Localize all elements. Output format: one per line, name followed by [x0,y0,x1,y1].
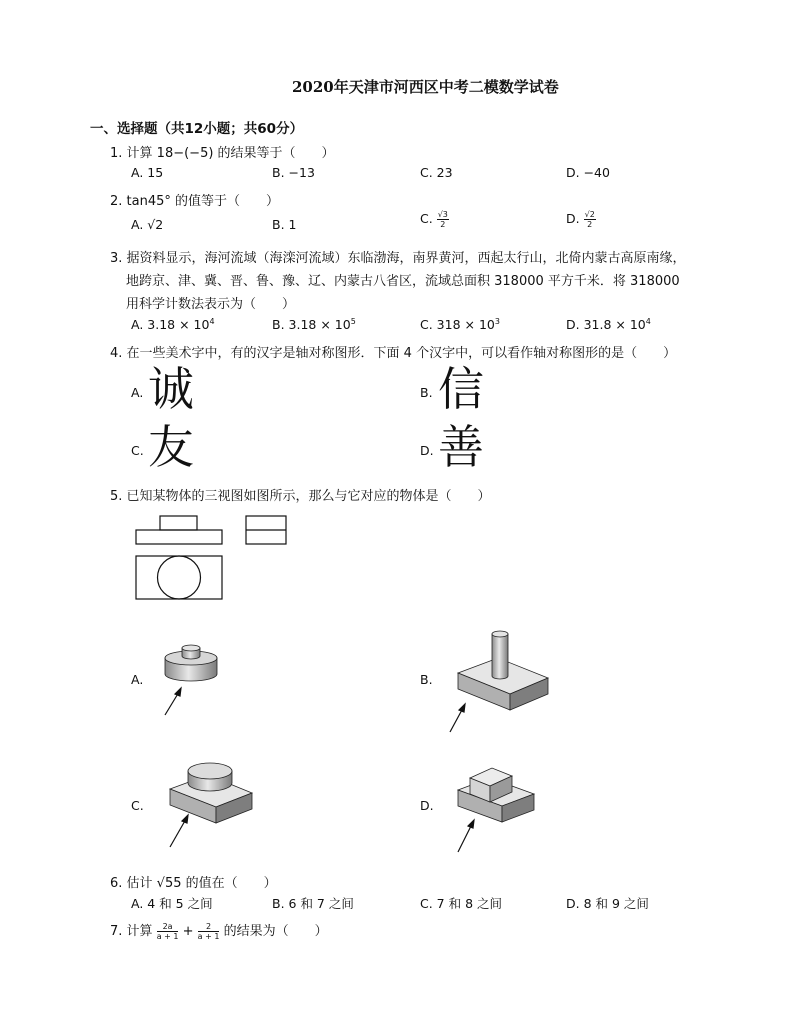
q2-option-d[interactable] [566,210,596,229]
q5-option-b-letter[interactable]: B. [420,672,433,687]
q4-option-b-letter[interactable]: B. [420,385,433,400]
d-arrow [458,820,474,852]
q5-option-a-figure [155,640,225,720]
question-3-stem-line-1: 3. 据资料显示，海河流域（海滦河流域）东临渤海，南界黄河，西起太行山，北倚内蒙古高原南缘， [110,251,686,266]
question-1-stem: 1. 计算 18−(−5) 的结果等于（ ） [110,146,335,161]
q2-option-d-fraction [584,210,596,229]
q7-stem-post: 的结果为（ ） [223,924,328,939]
q3-a-exp: 4 [209,317,215,326]
question-7-stem [110,920,328,941]
q2-option-c-fraction [437,210,449,229]
q2-c-numerator: √3 [437,210,448,219]
q5-option-c-figure [160,755,260,855]
q1-option-d[interactable]: D. −40 [566,165,610,180]
q5-option-d-letter[interactable]: D. [420,798,434,813]
q4-option-d-letter[interactable]: D. [420,443,434,458]
front-view-base [136,530,222,544]
q2-option-c-letter: C. [420,211,433,226]
q6-option-d[interactable]: D. 8 和 9 之间 [566,896,649,911]
b-arrow [450,704,465,732]
q4-option-c-letter[interactable]: C. [131,443,144,458]
q4-char-a: 诚 [148,362,194,416]
q4-option-a-letter[interactable]: A. [131,385,144,400]
q6-option-b[interactable]: B. 6 和 7 之间 [272,896,354,911]
q3-b-base: B. 3.18 × 10 [272,317,351,333]
q2-option-c[interactable] [420,210,449,229]
q3-c-exp: 3 [494,317,500,326]
question-4-stem: 4. 在一些美术字中，有的汉字是轴对称图形．下面 4 个汉字中，可以看作轴对称图形的是（ ） [110,346,677,361]
c-arrow [170,815,188,847]
q5-option-c-letter[interactable]: C. [131,798,144,813]
q7-f2-numerator: 2 [198,922,220,932]
top-view-rect [136,556,222,599]
a-upper-top [182,645,200,651]
question-2-stem: 2. tan45° 的值等于（ ） [110,194,280,209]
c-disc-top [188,763,232,779]
question-3-stem-line-2: 地跨京、津、冀、晋、鲁、豫、辽、内蒙古八省区，流域总面积 318000 平方千米．将 318000 [126,274,680,289]
q5-option-b-figure [440,628,555,738]
q2-c-denominator: 2 [440,220,446,229]
q2-option-b[interactable]: B. 1 [272,217,297,232]
q2-option-d-letter: D. [566,211,580,226]
q7-plus: + [182,924,194,939]
q6-option-a[interactable]: A. 4 和 5 之间 [131,896,213,911]
q4-char-b: 信 [438,362,484,416]
q2-option-a[interactable]: A. √2 [131,217,164,232]
top-view-circle [158,556,201,599]
q6-option-c[interactable]: C. 7 和 8 之间 [420,896,503,911]
question-6-stem: 6. 估计 √55 的值在（ ） [110,876,277,891]
q3-d-base: D. 31.8 × 10 [566,317,646,333]
page-title: 2020年天津市河西区中考二模数学试卷 [292,78,559,96]
question-5-stem: 5. 已知某物体的三视图如图所示，那么与它对应的物体是（ ） [110,489,491,504]
a-arrow [165,688,181,715]
three-views-figure [130,510,300,605]
q3-option-c[interactable] [420,317,500,332]
q1-option-a[interactable]: A. 15 [131,165,164,180]
q3-a-base: A. 3.18 × 10 [131,317,210,333]
q3-c-base: C. 318 × 10 [420,317,495,333]
q2-d-numerator: √2 [584,210,595,219]
q7-fraction-1 [157,922,179,941]
q7-fraction-2 [198,922,220,941]
q3-d-exp: 4 [645,317,651,326]
q5-option-d-figure [450,758,545,858]
b-cylinder [492,634,508,679]
q3-b-exp: 5 [350,317,356,326]
q7-f1-denominator: a + 1 [156,932,179,941]
q3-option-b[interactable] [272,317,356,332]
q4-char-c: 友 [148,420,194,474]
q7-stem-pre: 7. 计算 [110,924,153,939]
q7-f2-denominator: a + 1 [197,932,220,941]
q4-char-d: 善 [438,420,484,474]
b-cylinder-top [492,631,508,637]
q7-f1-numerator: 2a [157,922,179,932]
front-view-top-block [160,516,197,530]
q2-d-denominator: 2 [587,220,593,229]
section-heading: 一、选择题（共12小题；共60分） [90,121,304,137]
q1-option-b[interactable]: B. −13 [272,165,315,180]
q3-option-d[interactable] [566,317,651,332]
q5-option-a-letter[interactable]: A. [131,672,144,687]
question-3-stem-line-3: 用科学计数法表示为（ ） [126,297,296,312]
q3-option-a[interactable] [131,317,215,332]
q1-option-c[interactable]: C. 23 [420,165,453,180]
